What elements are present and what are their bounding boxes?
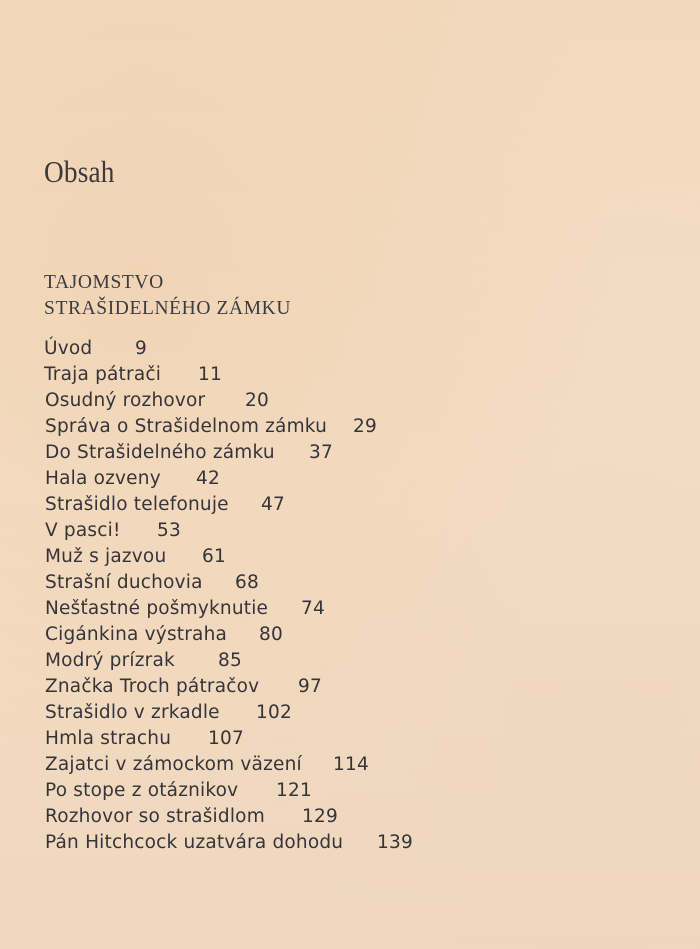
chapter-title: Pán Hitchcock uzatvára dohodu [45, 832, 344, 853]
toc-entry [45, 520, 181, 541]
toc-entry [45, 676, 322, 697]
page-number: 53 [157, 520, 181, 541]
chapter-title: Správa o Strašidelnom zámku [45, 416, 328, 437]
toc-entry [45, 780, 312, 801]
toc-entry [45, 754, 369, 775]
chapter-title: Hala ozveny [45, 468, 161, 489]
chapter-title: Strašidlo v zrkadle [45, 702, 220, 723]
toc-entry [45, 702, 292, 723]
toc-entry [45, 468, 220, 489]
toc-entry [45, 572, 259, 593]
chapter-title: Nešťastné pošmyknutie [45, 598, 269, 619]
page-number: 47 [261, 494, 285, 515]
page-number: 114 [333, 754, 369, 775]
chapter-title: Značka Troch pátračov [45, 676, 260, 697]
toc-entry [45, 650, 242, 671]
part-heading-line-2: STRAŠIDELNÉHO ZÁMKU [44, 298, 292, 319]
chapter-title: Strašní duchovia [45, 572, 203, 593]
chapter-title: Do Strašidelného zámku [45, 442, 275, 463]
page-number: 61 [202, 546, 226, 567]
page-number: 85 [218, 650, 242, 671]
chapter-title: Cigánkina výstraha [45, 624, 228, 645]
page-title: Obsah [44, 154, 115, 189]
toc-entry [44, 338, 147, 359]
page-number: 11 [198, 364, 222, 385]
chapter-title: Úvod [44, 338, 93, 359]
toc-entry [45, 494, 285, 515]
toc-entry [45, 624, 283, 645]
toc-entry [44, 364, 222, 385]
page-number: 129 [302, 806, 338, 827]
toc-entry [45, 416, 377, 437]
chapter-title: Traja pátrači [44, 364, 162, 385]
page-number: 68 [235, 572, 259, 593]
page-number: 102 [256, 702, 292, 723]
page-number: 97 [298, 676, 322, 697]
toc-entry [45, 442, 333, 463]
chapter-title: Modrý prízrak [45, 650, 175, 671]
chapter-title: Osudný rozhovor [45, 390, 206, 411]
chapter-title: Zajatci v zámockom väzení [45, 754, 302, 775]
part-heading-line-1: TAJOMSTVO [44, 272, 164, 293]
page-number: 9 [135, 338, 147, 359]
chapter-title: V pasci! [45, 520, 121, 541]
toc-entry [45, 806, 338, 827]
page-number: 121 [276, 780, 312, 801]
page-number: 29 [353, 416, 377, 437]
page-number: 107 [208, 728, 244, 749]
page-number: 74 [301, 598, 325, 619]
toc-entry [45, 390, 269, 411]
chapter-title: Muž s jazvou [45, 546, 167, 567]
page-number: 139 [377, 832, 413, 853]
chapter-title: Strašidlo telefonuje [45, 494, 229, 515]
chapter-title: Hmla strachu [45, 728, 172, 749]
chapter-title: Po stope z otáznikov [45, 780, 239, 801]
toc-entry [45, 598, 325, 619]
page-number: 20 [245, 390, 269, 411]
page-number: 37 [309, 442, 333, 463]
toc-entry [45, 832, 413, 853]
page-number: 80 [259, 624, 283, 645]
toc-entry [45, 546, 226, 567]
page-number: 42 [196, 468, 220, 489]
toc-entry [45, 728, 244, 749]
chapter-title: Rozhovor so strašidlom [45, 806, 265, 827]
